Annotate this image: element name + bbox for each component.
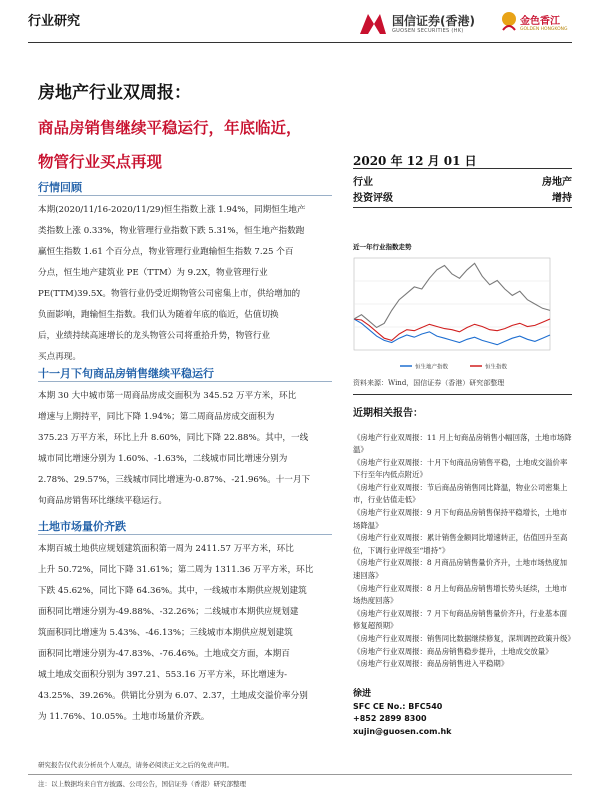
report-subtitle-line-2: 物管行业买点再现 — [38, 152, 163, 171]
text-line: 旬商品房销售环比继续平稳运行。 — [38, 496, 167, 506]
section-heading-market-review: 行情回顾 — [38, 181, 82, 194]
industry-value: 房地产 — [542, 177, 572, 188]
text-line: 面积同比增速分别为-47.83%、-76.46%。土地成交方面，本期百 — [38, 649, 290, 659]
footer-disclaimer: 研究报告仅代表分析员个人观点，请务必阅读正文之后的免责声明。 — [38, 761, 233, 769]
industry-label: 行业 — [353, 177, 373, 188]
chart-source: 资料来源：Wind，国信证券（香港）研究部整理 — [353, 379, 505, 387]
sub-brand-name-en: GOLDEN HONGKONG — [520, 27, 568, 32]
text-line: 城市同比增速分别为 1.60%、-1.63%，二线城市同比增速分别为 — [38, 454, 288, 464]
text-line: 上升 50.72%，同比下降 31.61%；第二周为 1311.36 万平方米，环比 — [38, 565, 314, 575]
text-line: 面积同比增速分别为-49.88%、-32.26%；二线城市本期供应规划建 — [38, 607, 299, 617]
sidebar-rule — [353, 207, 572, 208]
footer-note: 注：以上数据均来自官方披露、公司公告，国信证券（香港）研究部整理 — [38, 780, 246, 788]
text-line: 本期 30 大中城市第一周商品房成交面积为 345.52 万平方米，环比 — [38, 391, 297, 401]
list-item[interactable]: 《房地产行业双周报：9 月下旬商品房销售保持平稳增长，土地市场降温》 — [353, 508, 567, 530]
index-trend-chart — [340, 250, 572, 376]
text-line: 下跌 45.62%，同比下降 64.36%。其中，一线城市本期供应规划建筑 — [38, 586, 307, 596]
chart-title: 近一年行业指数走势 — [353, 243, 412, 251]
text-line: PE(TTM)39.5X。物管行业仍受近期物管公司密集上市，供给增加的 — [38, 289, 301, 299]
section-body-land-market — [38, 539, 332, 728]
guosen-logo-icon — [358, 10, 388, 36]
chart-legend-label-0: 恒生地产指数 — [415, 364, 449, 371]
section-body-market-review — [38, 200, 332, 368]
analyst-sfc: SFC CE No.: BFC540 — [353, 701, 443, 711]
report-date: 2020 年 12 月 01 日 — [353, 154, 477, 168]
text-line: 本期(2020/11/16-2020/11/29)恒生指数上涨 1.94%，同期恒生地产 — [38, 205, 306, 215]
chart-series-line-0 — [354, 319, 550, 345]
golden-hongkong-logo-icon — [500, 10, 518, 34]
chart-legend-label-1: 恒生指数 — [485, 364, 508, 371]
list-item[interactable]: 《房地产行业双周报：销售同比数据继续修复，深圳调控政策升级》 — [353, 633, 575, 643]
list-item[interactable]: 《房地产行业双周报：商品房销售稳步提升，土地成交放量》 — [353, 646, 553, 656]
text-line: 43.25%、39.26%。供销比分别为 6.07、2.37，土地成交溢价率分别 — [38, 691, 308, 701]
list-item[interactable]: 《房地产行业双周报：累计销售金额同比增速转正，估值回升至高位，下调行业评级至“增持”》 — [353, 533, 568, 555]
analyst-phone: +852 2899 8300 — [353, 714, 427, 723]
header-rule — [28, 42, 572, 43]
rating-label: 投资评级 — [353, 193, 393, 204]
brand-name: 国信证券(香港) — [392, 14, 475, 28]
text-line: 城土地成交面积分别为 397.21、553.16 万平方米，环比增速为- — [38, 670, 287, 680]
sub-brand-name: 金色香江 — [520, 16, 560, 27]
sidebar-rule — [353, 168, 572, 169]
rating-row — [353, 189, 572, 204]
text-line: 2.78%、29.57%，三线城市同比增速为-0.87%、-21.96%。十一月下 — [38, 475, 311, 485]
list-item[interactable]: 《房地产行业双周报：十月下旬商品房销售平稳，土地成交溢价率下行至年内低点附近》 — [353, 458, 568, 480]
list-item[interactable]: 《房地产行业双周报：8 月商品房销售量价齐升，土地市场热度加速回落》 — [353, 558, 567, 580]
section-rule — [38, 381, 332, 382]
text-line: 负面影响，跑输恒生指数。我们认为随着年底的临近，估值切换 — [38, 310, 279, 320]
chart-series-line-1 — [354, 319, 550, 340]
report-title: 房地产行业双周报： — [38, 83, 191, 103]
industry-row — [353, 173, 572, 188]
text-line: 买点再现。 — [38, 352, 81, 362]
text-line: 类指数上涨 0.33%，物业管理行业指数下跌 5.31%，恒生地产指数跑 — [38, 226, 305, 236]
text-line: 赢恒生指数 1.61 个百分点，物业管理行业跑输恒生指数 7.25 个百 — [38, 247, 294, 257]
text-line: 筑面积同比增速为 5.43%、-46.13%；三线城市本期供应规划建筑 — [38, 628, 293, 638]
list-item[interactable]: 《房地产行业双周报：7 月下旬商品房销售量价齐升，行业基本面修复超预期》 — [353, 608, 567, 630]
text-line: 后，业绩持续高速增长的龙头物管公司将重拾升势，物管行业 — [38, 331, 271, 341]
section-heading-land-market: 土地市场量价齐跌 — [38, 520, 126, 533]
related-reports-heading: 近期相关报告： — [353, 408, 423, 419]
list-item[interactable]: 《房地产行业双周报：商品房销售进入平稳期》 — [353, 659, 509, 669]
rating-value: 增持 — [552, 193, 572, 204]
report-subtitle-line-1: 商品房销售继续平稳运行，年底临近， — [38, 118, 302, 137]
sidebar-rule — [353, 394, 572, 395]
section-rule — [38, 534, 332, 535]
text-line: 分点，恒生地产建筑业 PE（TTM）为 9.2X，物业管理行业 — [38, 268, 268, 278]
section-heading-sales: 十一月下旬商品房销售继续平稳运行 — [38, 367, 214, 380]
text-line: 为 11.76%、10.05%。土地市场量价齐跌。 — [38, 712, 210, 722]
list-item[interactable]: 《房地产行业双周报：节后商品房销售同比降温，物业公司密集上市，行业估值走低》 — [353, 483, 568, 505]
analyst-name: 徐进 — [353, 689, 372, 699]
text-line: 375.23 万平方米，环比上升 8.60%，同比下降 22.88%。其中，一线 — [38, 433, 309, 443]
report-category-label: 行业研究 — [28, 14, 81, 29]
list-item[interactable]: 《房地产行业双周报：8 月上旬商品房销售增长势头延续，土地市场热度回落》 — [353, 583, 567, 605]
section-rule — [38, 195, 332, 196]
related-reports-list — [353, 432, 573, 671]
analyst-contact — [353, 688, 573, 738]
list-item[interactable]: 《房地产行业双周报：11 月上旬商品房销售小幅回落，土地市场降温》 — [353, 433, 572, 455]
text-line: 增速与上期持平，同比下降 1.94%；第二周商品房成交面积为 — [38, 412, 275, 422]
text-line: 本期百城土地供应规划建筑面积第一周为 2411.57 万平方米，环比 — [38, 544, 294, 554]
brand-name-en: GUOSEN SECURITIES (HK) — [392, 28, 464, 34]
section-body-sales — [38, 386, 332, 512]
analyst-email[interactable]: xujin@guosen.com.hk — [353, 726, 452, 736]
chart-series-line-2 — [354, 263, 550, 327]
footer-rule — [28, 774, 572, 775]
